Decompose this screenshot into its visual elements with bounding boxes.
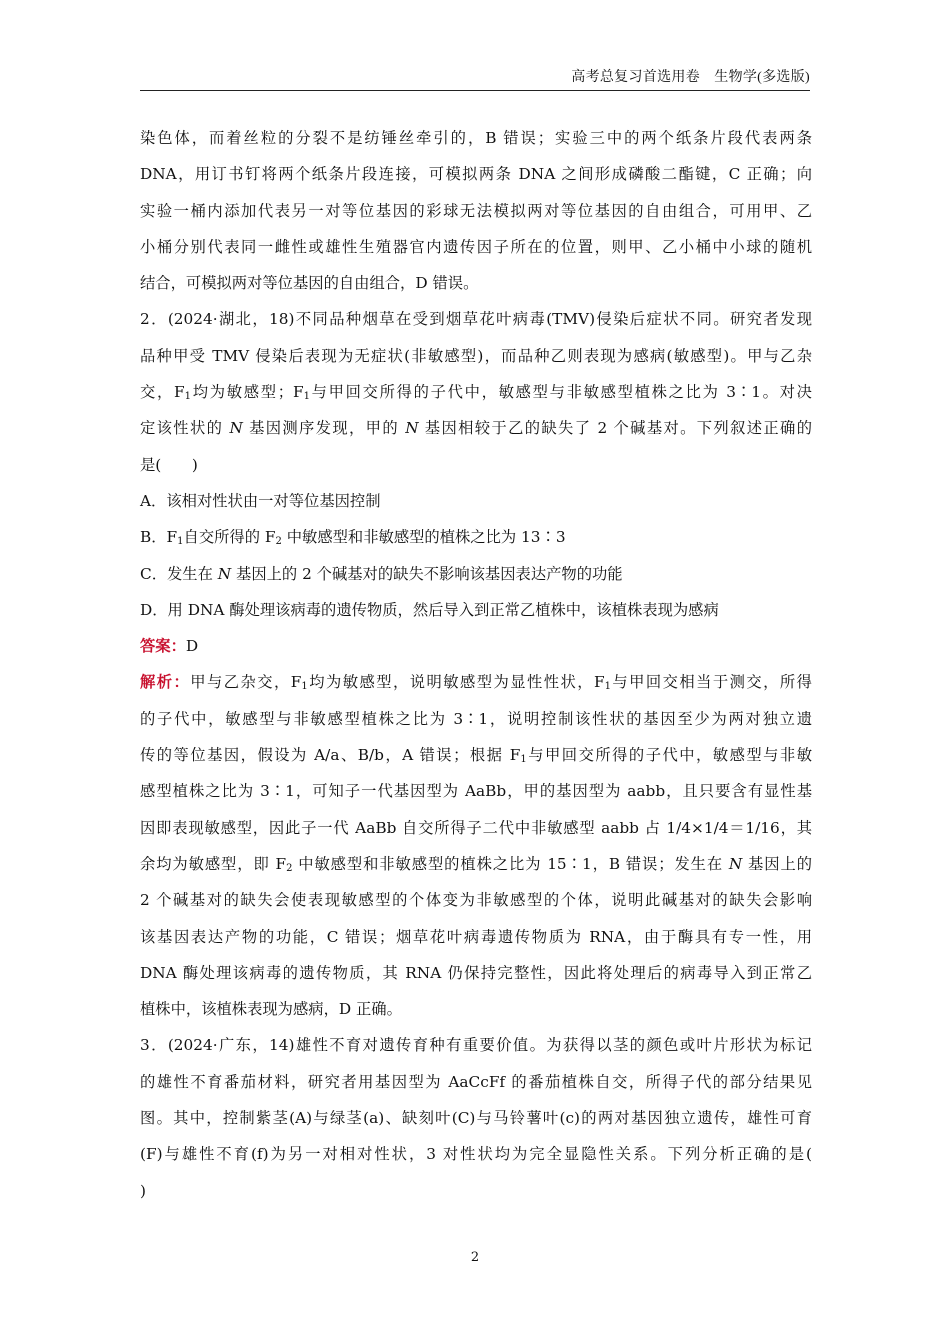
analysis-line: 植株中，该植株表现为感病，D 正确。	[140, 1000, 402, 1019]
question-3-stem: )	[140, 1181, 146, 1200]
answer	[140, 628, 812, 664]
page-number: 2	[470, 1250, 480, 1265]
analysis-line: 余均为敏感型，即 $F_2$ 中敏感型和非敏感型的植株之比为 15∶1，B 错误；发生在 N 基因上的	[140, 854, 812, 874]
document-body	[140, 120, 812, 1209]
header-title: 高考总复习首选用卷 生物学(多选版)	[571, 70, 810, 85]
question-3-stem: (F)与雄性不育(f)为另一对相对性状，3 对性状均为完全显隐性关系。下列分析正确的是(	[140, 1145, 812, 1164]
page-header	[140, 64, 810, 91]
answer-label: 答案：	[140, 637, 186, 656]
analysis-line: 感型植株之比为 3∶1，可知子一代基因型为 AaBb，甲的基因型为 aabb，且只要含有显性基	[140, 782, 812, 801]
answer-value: D	[185, 637, 199, 656]
analysis-line: 解析：甲与乙杂交，$F_1$均为敏感型，说明敏感型为显性性状，$F_1$与甲回交相当于测交，所得	[140, 673, 812, 693]
analysis-line: 因即表现敏感型，因此子一代 AaBb 自交所得子二代中非敏感型 aabb 占 1/4×1/4＝1/16，其	[140, 818, 812, 837]
analysis-line: 该基因表达产物的功能，C 错误；烟草花叶病毒遗传物质为 RNA，由于酶具有专一性，用	[140, 927, 812, 946]
question-2-stem: 交，$F_1$均为敏感型；$F_1$与甲回交所得的子代中，敏感型与非敏感型植株之比为 3∶1。对决	[140, 383, 812, 403]
analysis-line: 的子代中，敏感型与非敏感型植株之比为 3∶1，说明控制该性状的基因至少为两对独立遗	[140, 709, 812, 728]
question-3-stem: 图。其中，控制紫茎(A)与绿茎(a)、缺刻叶(C)与马铃薯叶(c)的两对基因独立遗传，雄性可育	[140, 1109, 812, 1128]
question-3-stem: 3．(2024·广东，14)雄性不育对遗传育种有重要价值。为获得以茎的颜色或叶片形状为标记	[140, 1036, 812, 1055]
option-c: C．发生在 N 基因上的 2 个碱基对的缺失不影响该基因表达产物的功能	[140, 564, 623, 583]
text-line: 小桶分别代表同一雌性或雄性生殖器官内遗传因子所在的位置，则甲、乙小桶中小球的随机	[140, 237, 812, 256]
text-line: DNA，用订书钉将两个纸条片段连接，可模拟两条 DNA 之间形成磷酸二酯键，C 正确；向	[140, 165, 812, 184]
option-a: A．该相对性状由一对等位基因控制	[140, 491, 381, 510]
option-d: D．用 DNA 酶处理该病毒的遗传物质，然后导入到正常乙植株中，该植株表现为感病	[140, 600, 719, 619]
question-3-stem: 的雄性不育番茄材料，研究者用基因型为 AaCcFf 的番茄植株自交，所得子代的部分结果见	[140, 1072, 812, 1091]
analysis-line: 传的等位基因，假设为 A/a、B/b，A 错误；根据 $F_1$与甲回交所得的子代中，敏感型与非敏	[140, 746, 812, 766]
question-2-stem: 品种甲受 TMV 侵染后表现为无症状(非敏感型)，而品种乙则表现为感病(敏感型)。甲与乙杂	[140, 346, 812, 365]
option-b: B．$F_1$自交所得的 $F_2$ 中敏感型和非敏感型的植株之比为 13∶3	[140, 528, 566, 548]
text-line: 实验一桶内添加代表另一对等位基因的彩球无法模拟两对等位基因的自由组合，可用甲、乙	[140, 201, 812, 220]
text-line: 染色体，而着丝粒的分裂不是纺锤丝牵引的，B 错误；实验三中的两个纸条片段代表两条	[140, 129, 812, 147]
question-2-stem: 定该性状的 N 基因测序发现，甲的 N 基因相较于乙的缺失了 2 个碱基对。下列叙述正确的	[140, 419, 812, 438]
analysis-label: 解析：	[140, 673, 191, 692]
text-line: 结合，可模拟两对等位基因的自由组合，D 错误。	[140, 274, 479, 293]
analysis-line: DNA 酶处理该病毒的遗传物质，其 RNA 仍保持完整性，因此将处理后的病毒导入到正常乙	[140, 963, 812, 982]
question-2-stem: 2．(2024·湖北，18)不同品种烟草在受到烟草花叶病毒(TMV)侵染后症状不同。研究者发现	[140, 310, 812, 329]
analysis-line: 2 个碱基对的缺失会使表现敏感型的个体变为非敏感型的个体，说明此碱基对的缺失会影响	[140, 891, 812, 910]
question-2-stem: 是( )	[140, 455, 198, 474]
